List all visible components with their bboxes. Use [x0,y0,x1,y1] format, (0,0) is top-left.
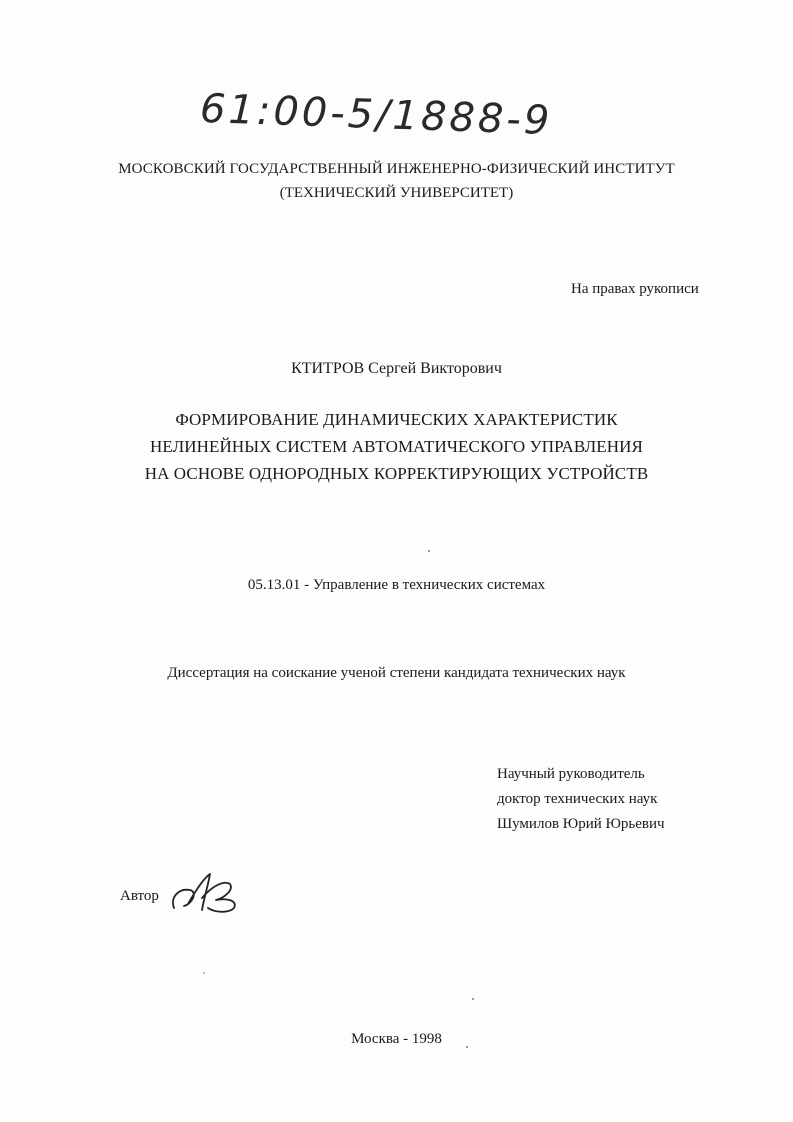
thesis-title-line-3: НА ОСНОВЕ ОДНОРОДНЫХ КОРРЕКТИРУЮЩИХ УСТРОЙСТВ [144,464,649,483]
scan-speck [203,972,205,974]
rights-note: На правах рукописи [571,281,699,297]
institute-name: МОСКОВСКИЙ ГОСУДАРСТВЕННЫЙ ИНЖЕНЕРНО-ФИЗИЧЕСКИЙ ИНСТИТУТ [118,161,675,177]
author-signature [168,868,248,916]
city-year: Москва - 1998 [351,1031,442,1047]
supervisor-name: Шумилов Юрий Юрьевич [497,816,665,832]
supervisor-rank: доктор технических наук [497,791,658,807]
author-label: Автор [120,888,159,904]
scan-speck [466,1046,468,1048]
author-name: КТИТРОВ Сергей Викторович [291,360,502,377]
thesis-title-line-1: ФОРМИРОВАНИЕ ДИНАМИЧЕСКИХ ХАРАКТЕРИСТИК [175,410,618,429]
thesis-title-line-2: НЕЛИНЕЙНЫХ СИСТЕМ АВТОМАТИЧЕСКОГО УПРАВЛЕНИЯ [150,437,643,456]
institute-subtitle: (ТЕХНИЧЕСКИЙ УНИВЕРСИТЕТ) [279,185,514,201]
degree-statement: Диссертация на соискание ученой степени кандидата технических наук [167,665,626,681]
handwritten-archive-code: 61:00-5/1888-9 [199,85,554,145]
supervisor-role: Научный руководитель [497,766,645,782]
scan-speck [472,998,474,1000]
scan-speck [428,550,430,552]
specialty-code: 05.13.01 - Управление в технических системах [247,577,546,593]
